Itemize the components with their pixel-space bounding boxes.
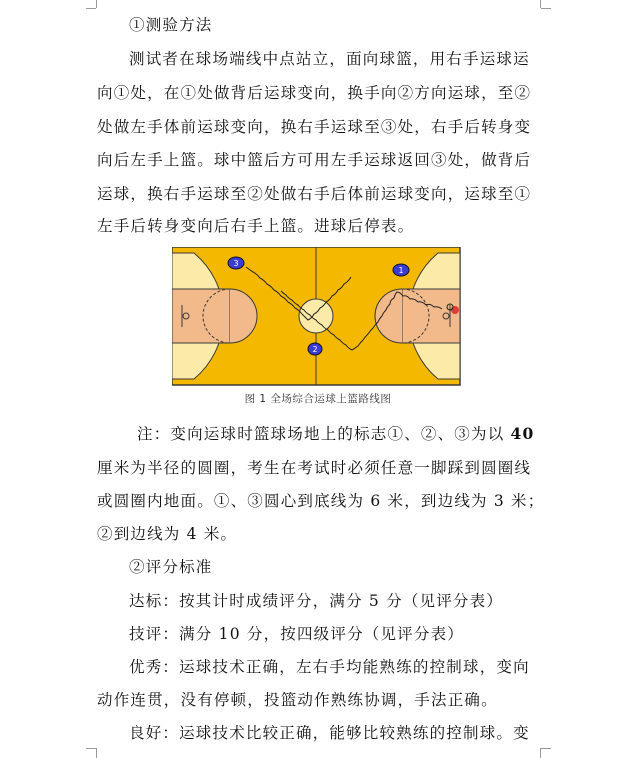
figure-caption: 图 1 全场综合运球上篮路线图 — [244, 393, 392, 405]
marker-2 — [308, 343, 322, 355]
paragraph-line: 向①处，在①处做背后运球变向，换手向②方向运球，至② — [97, 84, 532, 102]
paragraph-line: 左手后转身变向后右手上篮。进球后停表。 — [97, 217, 415, 235]
paragraph-line: 厘米为半径的圆圈，考生在考试时必须任意一脚踩到圆圈线 — [97, 459, 532, 477]
paragraph-line: 处做左手体前运球变向，换右手运球至③处，右手后转身变 — [97, 118, 532, 136]
player-icon — [451, 306, 459, 314]
paragraph-line: 运球，换右手运球至②处做右手后体前运球变向，运球至① — [97, 185, 532, 203]
crop-mark-top-left-h — [86, 8, 96, 9]
paragraph-line: 技评：满分 10 分，按四级评分（见评分表） — [129, 625, 464, 643]
crop-mark-bottom-right-h — [541, 748, 551, 749]
crop-mark-bottom-left-h — [86, 748, 96, 749]
marker-1 — [393, 264, 409, 276]
paragraph-line: 优秀：运球技术正确，左右手均能熟练的控制球，变向 — [129, 658, 530, 676]
note-bold-number: 40 — [510, 424, 535, 443]
crop-mark-top-left-v — [96, 0, 97, 8]
left-paint — [172, 289, 230, 343]
paragraph-line: 或圆圈内地面。①、③圆心到底线为 6 米，到边线为 3 米； — [97, 492, 545, 510]
svg-text:1: 1 — [398, 266, 404, 275]
note-line — [137, 424, 582, 444]
paragraph-line: ②到边线为 4 米。 — [97, 525, 238, 543]
crop-mark-top-right-h — [541, 8, 551, 9]
crop-mark-bottom-left-v — [96, 748, 97, 758]
svg-text:2: 2 — [312, 345, 318, 354]
paragraph-line: 达标：按其计时成绩评分，满分 5 分（见评分表） — [129, 592, 504, 610]
paragraph-line: 动作连贯，没有停顿，投篮动作熟练协调，手法正确。 — [97, 691, 498, 709]
note-text: 注：变向运球时篮球场地上的标志①、②、③为以 — [137, 425, 511, 443]
section-heading-scoring: ②评分标准 — [129, 558, 213, 576]
svg-text:3: 3 — [233, 259, 239, 268]
paragraph-line: 测试者在球场端线中点站立，面向球篮，用右手运球运 — [129, 50, 530, 68]
section-heading-test-method: ①测验方法 — [129, 16, 213, 34]
paragraph-line: 向后左手上篮。球中篮后方可用左手运球返回③处，做背后 — [97, 151, 532, 169]
paragraph-line: 良好：运球技术比较正确，能够比较熟练的控制球。变 — [129, 724, 530, 742]
crop-mark-bottom-right-v — [540, 748, 541, 758]
right-paint — [402, 289, 460, 343]
marker-3 — [228, 257, 244, 269]
basketball-court-diagram — [172, 247, 462, 387]
crop-mark-top-right-v — [540, 0, 541, 8]
